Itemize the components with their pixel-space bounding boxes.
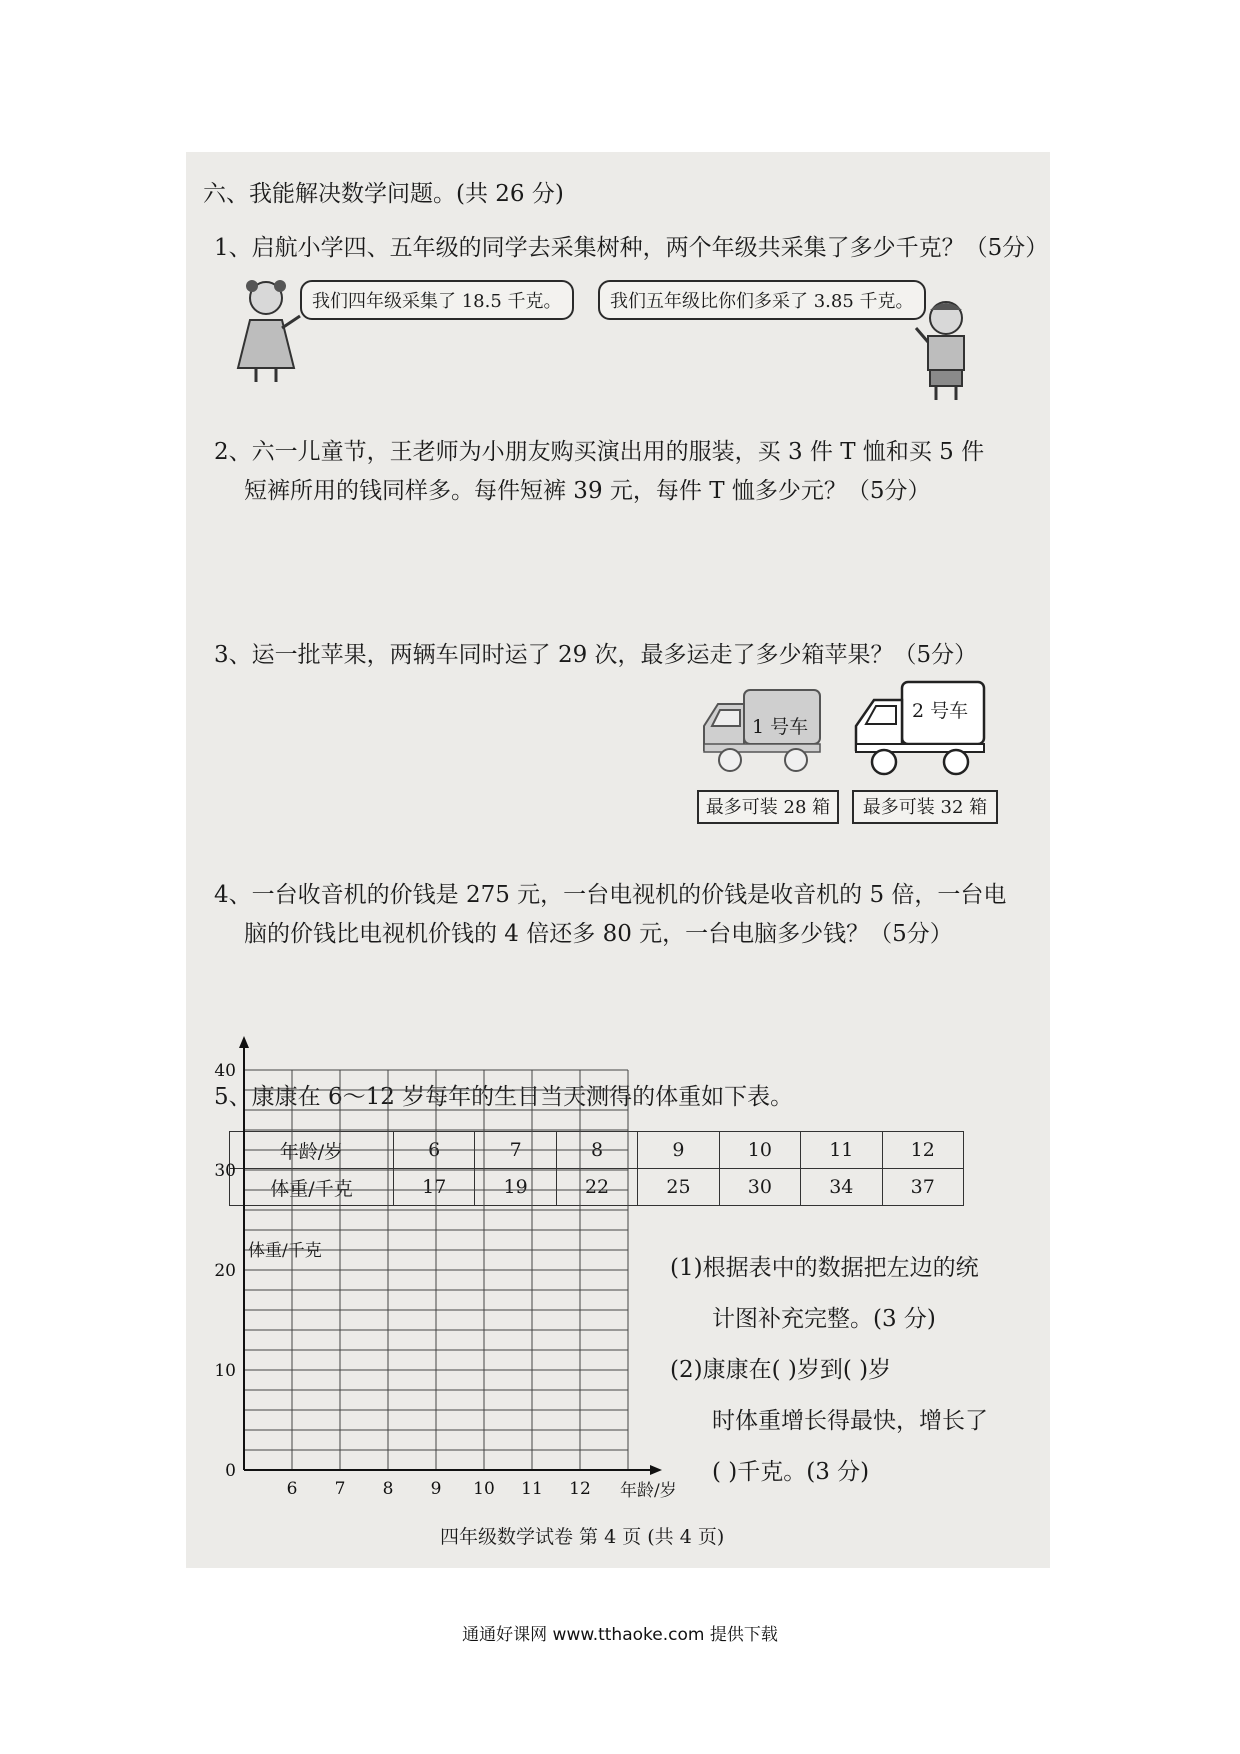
y-tick-label: 30 (214, 1161, 236, 1181)
weight-header-cell: 体重/千克 (230, 1169, 394, 1206)
question-1-text: 1、启航小学四、五年级的同学去采集树种，两个年级共采集了多少千克？（5分） (214, 235, 1049, 261)
sub-question-2-line2: 时体重增长得最快，增长了 (712, 1408, 988, 1434)
sub-question-2-line3: ( )千克。(3 分) (712, 1459, 870, 1485)
age-cell: 7 (475, 1132, 556, 1169)
question-2-line2: 短裤所用的钱同样多。每件短裤 39 元，每件 T 恤多少元？（5分） (244, 478, 931, 504)
x-tick-label: 11 (521, 1479, 543, 1499)
age-cell: 9 (638, 1132, 719, 1169)
weight-cell: 22 (556, 1169, 637, 1206)
x-axis-label: 年龄/岁 (620, 1481, 677, 1501)
weight-cell: 30 (719, 1169, 800, 1206)
question-2-line1: 2、六一儿童节，王老师为小朋友购买演出用的服装，买 3 件 T 恤和买 5 件 (214, 439, 985, 465)
x-tick-label: 12 (569, 1479, 591, 1499)
speech-bubble-girl: 我们四年级采集了 18.5 千克。 (300, 280, 574, 320)
speech-bubble-boy: 我们五年级比你们多采了 3.85 千克。 (598, 280, 926, 320)
weight-cell: 19 (475, 1169, 556, 1206)
question-5-text: 5、康康在 6～12 岁每年的生日当天测得的体重如下表。 (214, 1084, 794, 1110)
y-axis-label: 体重/千克 (248, 1241, 322, 1261)
x-tick-label: 10 (473, 1479, 495, 1499)
weight-cell: 25 (638, 1169, 719, 1206)
question-3-text: 3、运一批苹果，两辆车同时运了 29 次，最多运走了多少箱苹果？（5分） (214, 642, 978, 668)
sub-question-1-line2: 计图补充完整。(3 分) (712, 1306, 936, 1332)
truck-1-capacity-box: 最多可装 28 箱 (697, 790, 839, 824)
x-tick-label: 9 (430, 1479, 442, 1499)
page-footer: 四年级数学试卷 第 4 页 (共 4 页) (440, 1526, 725, 1548)
truck-2-label: 2 号车 (912, 700, 969, 722)
truck-2-illustration (852, 676, 992, 780)
weight-table (229, 1131, 964, 1206)
age-cell: 8 (556, 1132, 637, 1169)
sub-question-2-line1: (2)康康在( )岁到( )岁 (670, 1357, 892, 1383)
sub-question-1-line1: (1)根据表中的数据把左边的统 (670, 1255, 979, 1281)
age-cell: 10 (719, 1132, 800, 1169)
y-tick-label: 40 (214, 1061, 236, 1081)
x-tick-label: 6 (286, 1479, 298, 1499)
x-tick-label: 8 (382, 1479, 394, 1499)
y-tick-label: 10 (214, 1361, 236, 1381)
truck-1-label: 1 号车 (752, 716, 809, 738)
weight-cell: 34 (801, 1169, 882, 1206)
boy-illustration (914, 298, 976, 402)
weight-cell: 17 (394, 1169, 475, 1206)
truck-2-capacity-box: 最多可装 32 箱 (852, 790, 998, 824)
girl-illustration (236, 276, 306, 386)
weight-cell: 37 (882, 1169, 963, 1206)
question-4-line1: 4、一台收音机的价钱是 275 元，一台电视机的价钱是收音机的 5 倍，一台电 (214, 882, 1007, 908)
age-header-cell: 年龄/岁 (230, 1132, 394, 1169)
age-cell: 12 (882, 1132, 963, 1169)
section-title: 六、我能解决数学问题。(共 26 分) (203, 181, 564, 207)
y-tick-label: 0 (225, 1461, 236, 1481)
age-cell: 6 (394, 1132, 475, 1169)
x-axis-arrow (650, 1465, 662, 1475)
y-tick-label: 20 (214, 1261, 236, 1281)
age-cell: 11 (801, 1132, 882, 1169)
x-tick-label: 7 (334, 1479, 346, 1499)
site-footer: 通通好课网 www.tthaoke.com 提供下载 (462, 1625, 778, 1645)
question-4-line2: 脑的价钱比电视机价钱的 4 倍还多 80 元，一台电脑多少钱？（5分） (244, 921, 953, 947)
